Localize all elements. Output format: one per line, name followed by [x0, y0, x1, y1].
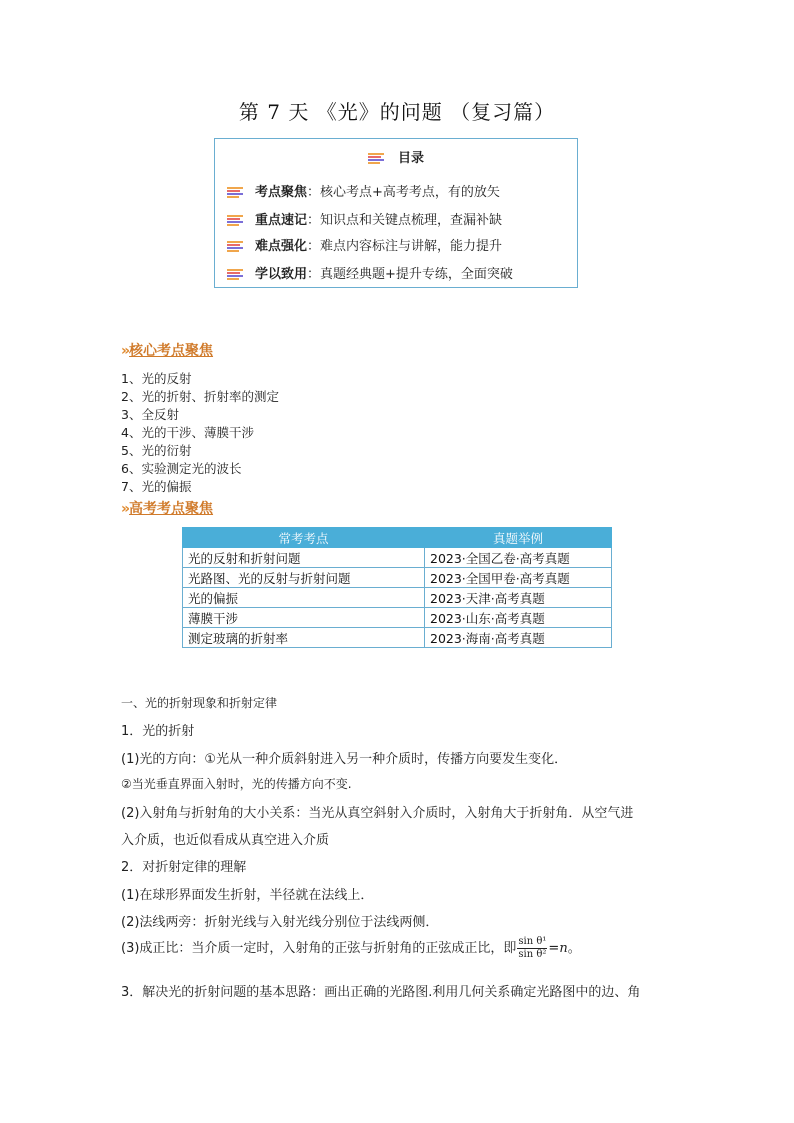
toc-item[interactable] — [227, 235, 502, 254]
column-header: 真题举例 — [425, 528, 612, 548]
table-row — [183, 548, 612, 568]
list-icon — [227, 215, 243, 227]
paragraph: 入介质，也近似看成从真空进入介质 — [121, 833, 330, 848]
exam-section-heading — [121, 498, 213, 518]
double-chevron-icon: » — [121, 501, 129, 517]
fraction-numerator: sin θ¹ — [518, 936, 547, 947]
toc-item-desc: ：知识点和关键点梳理，查漏补缺 — [307, 213, 503, 228]
toc-item[interactable] — [227, 263, 513, 282]
toc-item-desc: ：难点内容标注与讲解，能力提升 — [307, 239, 503, 254]
table-cell: 2023·山东·高考真题 — [425, 608, 612, 628]
paragraph: 1．光的折射 — [121, 724, 195, 739]
list-item: 3、全反射 — [121, 407, 179, 422]
toc-item-label: 学以致用 — [255, 267, 308, 282]
toc-item-desc: ：核心考点+高考考点，有的放矢 — [307, 185, 500, 200]
paragraph: (2)入射角与折射角的大小关系：当光从真空斜射入介质时，入射角大于折射角．从空气进 — [121, 806, 634, 821]
list-item: 4、光的干涉、薄膜干涉 — [121, 425, 254, 440]
toc-item[interactable] — [227, 209, 502, 228]
table-cell: 薄膜干涉 — [183, 608, 425, 628]
table-cell: 光路图、光的反射与折射问题 — [183, 568, 425, 588]
toc-heading-label: 目录 — [397, 151, 424, 166]
list-item: 5、光的衍射 — [121, 443, 192, 458]
table-cell: 测定玻璃的折射率 — [183, 628, 425, 648]
exam-section-title: 高考考点聚焦 — [129, 501, 214, 517]
table-cell: 光的偏振 — [183, 588, 425, 608]
paragraph: 2．对折射定律的理解 — [121, 860, 247, 875]
list-icon — [368, 153, 384, 165]
paragraph: ②当光垂直界面入射时，光的传播方向不变. — [121, 777, 352, 791]
table-of-contents — [214, 138, 578, 288]
list-item: 1、光的反射 — [121, 371, 192, 386]
toc-item-label: 难点强化 — [255, 239, 308, 254]
double-chevron-icon: » — [121, 343, 129, 359]
core-points-list — [121, 370, 279, 496]
page-title: 第 7 天 《光》的问题 （复习篇） — [238, 100, 556, 124]
table-cell: 光的反射和折射问题 — [183, 548, 425, 568]
table-cell: 2023·全国乙卷·高考真题 — [425, 548, 612, 568]
paragraph: 3．解决光的折射问题的基本思路：画出正确的光路图.利用几何关系确定光路图中的边、角 — [121, 985, 641, 1000]
toc-item-desc: ：真题经典题+提升专练，全面突破 — [307, 267, 513, 282]
refractive-index-symbol: n — [559, 941, 568, 956]
formula-paragraph — [121, 936, 581, 961]
table-row — [183, 568, 612, 588]
sine-ratio-fraction — [517, 936, 547, 961]
paragraph: (1)光的方向：①光从一种介质斜射进入另一种介质时，传播方向要发生变化． — [121, 752, 568, 767]
paragraph: (1)在球形界面发生折射，半径就在法线上． — [121, 888, 374, 903]
table-row — [183, 588, 612, 608]
toc-item-label: 重点速记 — [255, 213, 308, 228]
list-icon — [227, 269, 243, 281]
fraction-denominator: sin θ² — [518, 949, 547, 960]
column-header: 常考考点 — [183, 528, 425, 548]
list-item: 7、光的偏振 — [121, 479, 192, 494]
table-cell: 2023·海南·高考真题 — [425, 628, 612, 648]
toc-item[interactable] — [227, 181, 500, 200]
table-header-row — [183, 528, 612, 548]
formula-lead-text: (3)成正比：当介质一定时，入射角的正弦与折射角的正弦成正比，即 — [121, 941, 517, 956]
exam-points-table — [182, 527, 612, 648]
period: 。 — [567, 941, 581, 956]
section-heading: 一、光的折射现象和折射定律 — [121, 696, 278, 710]
equals-sign: = — [548, 941, 560, 956]
toc-item-label: 考点聚焦 — [255, 185, 308, 200]
list-icon — [227, 187, 243, 199]
core-section-heading — [121, 340, 213, 360]
table-row — [183, 608, 612, 628]
toc-heading — [215, 147, 577, 166]
list-icon — [227, 241, 243, 253]
list-item: 6、实验测定光的波长 — [121, 461, 242, 476]
core-section-title: 核心考点聚焦 — [129, 343, 214, 359]
table-row — [183, 628, 612, 648]
table-cell: 2023·全国甲卷·高考真题 — [425, 568, 612, 588]
table-cell: 2023·天津·高考真题 — [425, 588, 612, 608]
paragraph: (2)法线两旁：折射光线与入射光线分别位于法线两侧． — [121, 915, 439, 930]
list-item: 2、光的折射、折射率的测定 — [121, 389, 279, 404]
